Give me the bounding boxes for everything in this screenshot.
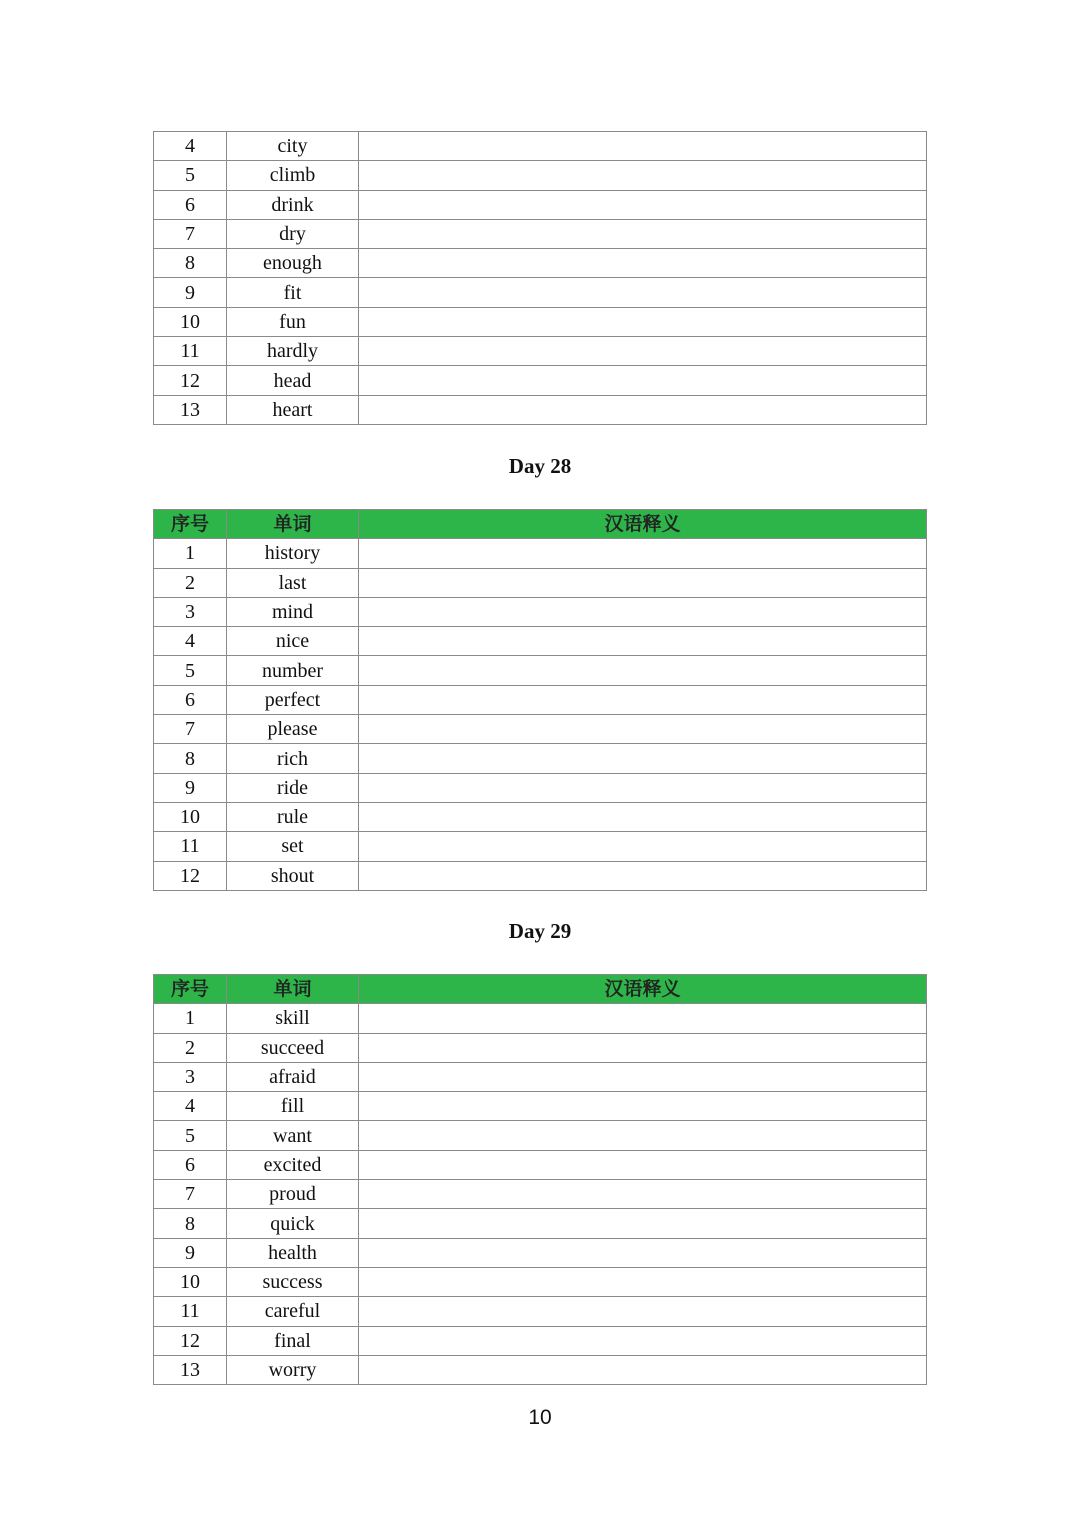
row-meaning-blank[interactable] (359, 715, 927, 744)
vocab-table-body (154, 132, 927, 425)
row-meaning-blank[interactable] (359, 1267, 927, 1296)
row-number: 9 (154, 1238, 227, 1267)
table-row (154, 1209, 927, 1238)
row-number: 1 (154, 539, 227, 568)
row-meaning-blank[interactable] (359, 1209, 927, 1238)
table-row (154, 132, 927, 161)
row-number: 12 (154, 366, 227, 395)
row-meaning-blank[interactable] (359, 627, 927, 656)
row-word: fill (227, 1092, 359, 1121)
table-row (154, 539, 927, 568)
row-word: please (227, 715, 359, 744)
row-number: 2 (154, 1033, 227, 1062)
row-word: enough (227, 249, 359, 278)
row-word: worry (227, 1355, 359, 1384)
row-word: rule (227, 802, 359, 831)
row-word: excited (227, 1150, 359, 1179)
row-meaning-blank[interactable] (359, 337, 927, 366)
row-number: 4 (154, 627, 227, 656)
table-row (154, 278, 927, 307)
table-row (154, 1150, 927, 1179)
row-meaning-blank[interactable] (359, 366, 927, 395)
row-word: skill (227, 1004, 359, 1033)
row-meaning-blank[interactable] (359, 539, 927, 568)
row-word: mind (227, 597, 359, 626)
row-word: quick (227, 1209, 359, 1238)
table-row (154, 307, 927, 336)
row-number: 12 (154, 861, 227, 890)
row-meaning-blank[interactable] (359, 1092, 927, 1121)
vocab-table-body (154, 1004, 927, 1385)
row-meaning-blank[interactable] (359, 161, 927, 190)
row-word: afraid (227, 1062, 359, 1091)
row-meaning-blank[interactable] (359, 568, 927, 597)
row-meaning-blank[interactable] (359, 395, 927, 424)
table-row (154, 832, 927, 861)
table-row (154, 161, 927, 190)
row-word: number (227, 656, 359, 685)
row-number: 11 (154, 832, 227, 861)
table-row (154, 1297, 927, 1326)
row-meaning-blank[interactable] (359, 832, 927, 861)
row-word: rich (227, 744, 359, 773)
row-number: 2 (154, 568, 227, 597)
header-row (154, 510, 927, 539)
table-row (154, 773, 927, 802)
vocab-table-body (154, 539, 927, 891)
table-row (154, 219, 927, 248)
header-word: 单词 (227, 510, 359, 539)
row-word: want (227, 1121, 359, 1150)
row-word: city (227, 132, 359, 161)
row-word: careful (227, 1297, 359, 1326)
row-meaning-blank[interactable] (359, 1062, 927, 1091)
table-row (154, 1062, 927, 1091)
row-meaning-blank[interactable] (359, 1121, 927, 1150)
row-number: 8 (154, 249, 227, 278)
row-meaning-blank[interactable] (359, 219, 927, 248)
row-meaning-blank[interactable] (359, 307, 927, 336)
row-word: success (227, 1267, 359, 1296)
header-meaning: 汉语释义 (359, 510, 927, 539)
table-row (154, 366, 927, 395)
table-row (154, 568, 927, 597)
row-word: shout (227, 861, 359, 890)
table-row (154, 802, 927, 831)
row-word: hardly (227, 337, 359, 366)
row-number: 8 (154, 744, 227, 773)
row-number: 5 (154, 1121, 227, 1150)
table-row (154, 597, 927, 626)
row-number: 7 (154, 715, 227, 744)
row-number: 8 (154, 1209, 227, 1238)
row-number: 1 (154, 1004, 227, 1033)
header-meaning: 汉语释义 (359, 975, 927, 1004)
row-word: heart (227, 395, 359, 424)
row-number: 6 (154, 685, 227, 714)
table-row (154, 861, 927, 890)
row-word: proud (227, 1180, 359, 1209)
table-row (154, 715, 927, 744)
row-meaning-blank[interactable] (359, 132, 927, 161)
row-word: fun (227, 307, 359, 336)
table-row (154, 1267, 927, 1296)
day-29-title: Day 29 (508, 919, 572, 943)
table-row (154, 190, 927, 219)
table-row (154, 1121, 927, 1150)
table-row (154, 627, 927, 656)
table-row (154, 1092, 927, 1121)
row-meaning-blank[interactable] (359, 597, 927, 626)
row-number: 4 (154, 1092, 227, 1121)
row-word: perfect (227, 685, 359, 714)
row-word: history (227, 539, 359, 568)
row-meaning-blank[interactable] (359, 249, 927, 278)
row-meaning-blank[interactable] (359, 861, 927, 890)
page-number: 10 (528, 1406, 552, 1429)
vocab-table-day-28 (153, 509, 927, 891)
vocab-table-continued (153, 131, 927, 425)
row-number: 6 (154, 190, 227, 219)
row-meaning-blank[interactable] (359, 1004, 927, 1033)
row-word: last (227, 568, 359, 597)
row-number: 3 (154, 597, 227, 626)
row-word: nice (227, 627, 359, 656)
row-number: 6 (154, 1150, 227, 1179)
row-word: dry (227, 219, 359, 248)
table-row (154, 1238, 927, 1267)
row-word: drink (227, 190, 359, 219)
row-word: ride (227, 773, 359, 802)
row-number: 5 (154, 656, 227, 685)
row-word: set (227, 832, 359, 861)
row-meaning-blank[interactable] (359, 744, 927, 773)
header-number: 序号 (154, 510, 227, 539)
row-meaning-blank[interactable] (359, 773, 927, 802)
table-row (154, 744, 927, 773)
table-row (154, 1004, 927, 1033)
row-meaning-blank[interactable] (359, 1150, 927, 1179)
row-meaning-blank[interactable] (359, 685, 927, 714)
row-meaning-blank[interactable] (359, 802, 927, 831)
row-meaning-blank[interactable] (359, 1355, 927, 1384)
table-row (154, 1033, 927, 1062)
row-number: 7 (154, 1180, 227, 1209)
row-number: 13 (154, 395, 227, 424)
row-number: 13 (154, 1355, 227, 1384)
row-word: final (227, 1326, 359, 1355)
header-row (154, 975, 927, 1004)
row-number: 10 (154, 1267, 227, 1296)
row-number: 9 (154, 278, 227, 307)
row-meaning-blank[interactable] (359, 1297, 927, 1326)
row-number: 11 (154, 337, 227, 366)
table-row (154, 1326, 927, 1355)
vocab-table-day-29 (153, 974, 927, 1385)
table-row (154, 685, 927, 714)
row-word: succeed (227, 1033, 359, 1062)
header-number: 序号 (154, 975, 227, 1004)
row-meaning-blank[interactable] (359, 1180, 927, 1209)
header-word: 单词 (227, 975, 359, 1004)
table-row (154, 656, 927, 685)
row-meaning-blank[interactable] (359, 656, 927, 685)
row-meaning-blank[interactable] (359, 1238, 927, 1267)
row-number: 4 (154, 132, 227, 161)
table-row (154, 1180, 927, 1209)
row-number: 10 (154, 802, 227, 831)
row-number: 3 (154, 1062, 227, 1091)
row-meaning-blank[interactable] (359, 278, 927, 307)
day-28-title: Day 28 (508, 454, 572, 478)
row-number: 7 (154, 219, 227, 248)
row-word: head (227, 366, 359, 395)
row-meaning-blank[interactable] (359, 1326, 927, 1355)
row-meaning-blank[interactable] (359, 190, 927, 219)
row-meaning-blank[interactable] (359, 1033, 927, 1062)
row-number: 5 (154, 161, 227, 190)
row-number: 11 (154, 1297, 227, 1326)
table-row (154, 1355, 927, 1384)
row-number: 12 (154, 1326, 227, 1355)
row-number: 10 (154, 307, 227, 336)
table-row (154, 395, 927, 424)
table-row (154, 337, 927, 366)
table-row (154, 249, 927, 278)
row-number: 9 (154, 773, 227, 802)
row-word: climb (227, 161, 359, 190)
row-word: health (227, 1238, 359, 1267)
row-word: fit (227, 278, 359, 307)
